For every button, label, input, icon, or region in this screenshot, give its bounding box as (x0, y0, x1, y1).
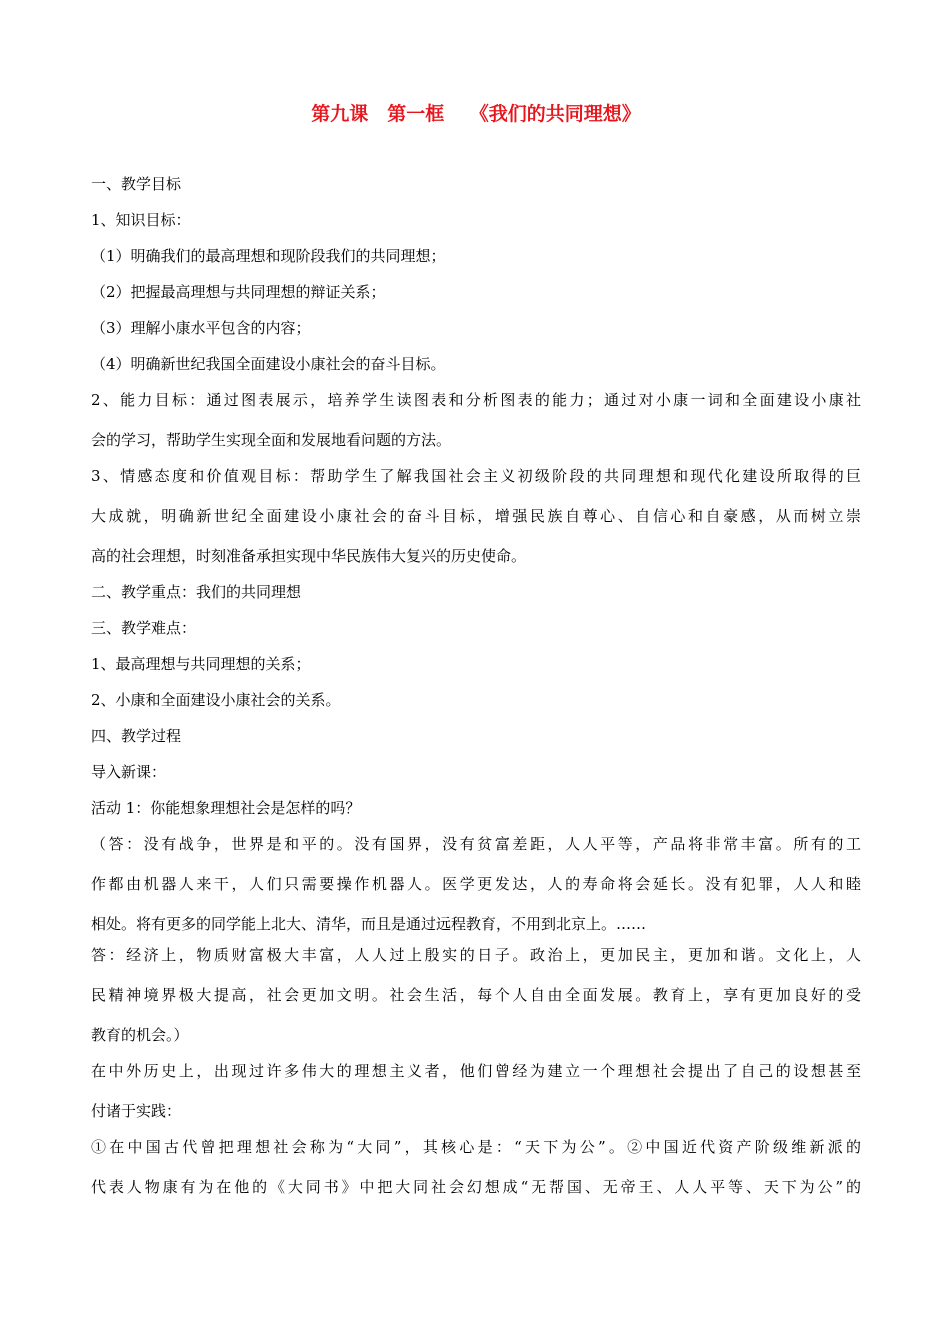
activity-question: 活动 1：你能想象理想社会是怎样的吗？ (91, 799, 361, 817)
knowledge-objective-item: （2）把握最高理想与共同理想的辩证关系； (91, 283, 386, 301)
ability-objective-line: 2、能力目标：通过图表展示，培养学生读图表和分析图表的能力；通过对小康一词和全面建设小康社 (91, 391, 861, 409)
section-heading-key-point: 二、教学重点：我们的共同理想 (91, 583, 302, 601)
answer-line: （答：没有战争，世界是和平的。没有国界，没有贫富差距，人人平等，产品将非常丰富。所有的工 (91, 835, 861, 853)
section-heading-process: 四、教学过程 (91, 727, 182, 745)
answer-line: 教育的机会。） (91, 1026, 189, 1044)
answer-line: 相处。将有更多的同学能上北大、清华，而且是通过远程教育，不用到北京上。…… (91, 915, 647, 933)
ability-objective-line: 会的学习，帮助学生实现全面和发展地看问题的方法。 (91, 431, 452, 449)
history-paragraph-line: 在中外历史上，出现过许多伟大的理想主义者，他们曾经为建立一个理想社会提出了自己的设想甚至 (91, 1062, 861, 1080)
history-paragraph-line: 代表人物康有为在他的《大同书》中把大同社会幻想成“无帮国、无帝王、人人平等、天下为公”的 (91, 1178, 861, 1196)
section-heading-difficulty: 三、教学难点： (91, 619, 197, 637)
attitude-objective-line: 3、情感态度和价值观目标：帮助学生了解我国社会主义初级阶段的共同理想和现代化建设所取得的巨 (91, 467, 861, 485)
answer-line: 作都由机器人来干，人们只需要操作机器人。医学更发达，人的寿命将会延长。没有犯罪，人人和睦 (91, 875, 861, 893)
intro-heading: 导入新课： (91, 763, 167, 781)
knowledge-objective-heading: 1、知识目标： (91, 211, 191, 229)
section-heading-objectives: 一、教学目标 (91, 175, 182, 193)
document-title: 第九课 第一框 《我们的共同理想》 (311, 103, 641, 125)
history-paragraph-line: 付诸于实践： (91, 1102, 182, 1120)
attitude-objective-line: 大成就，明确新世纪全面建设小康社会的奋斗目标，增强民族自尊心、自信心和自豪感，从而树立崇 (91, 507, 861, 525)
knowledge-objective-item: （4）明确新世纪我国全面建设小康社会的奋斗目标。 (91, 355, 446, 373)
knowledge-objective-item: （1）明确我们的最高理想和现阶段我们的共同理想； (91, 247, 446, 265)
answer-line: 民精神境界极大提高，社会更加文明。社会生活，每个人自由全面发展。教育上，享有更加良好的受 (91, 986, 861, 1004)
difficulty-item: 2、小康和全面建设小康社会的关系。 (91, 691, 341, 709)
document-body (91, 172, 861, 1211)
difficulty-item: 1、最高理想与共同理想的关系； (91, 655, 311, 673)
history-paragraph-line: ①在中国古代曾把理想社会称为“大同”，其核心是：“天下为公”。②中国近代资产阶级维新派的 (91, 1138, 861, 1156)
attitude-objective-line: 高的社会理想，时刻准备承担实现中华民族伟大复兴的历史使命。 (91, 547, 527, 565)
knowledge-objective-item: （3）理解小康水平包含的内容； (91, 319, 311, 337)
answer-line: 答：经济上，物质财富极大丰富，人人过上殷实的日子。政治上，更加民主，更加和谐。文化上，人 (91, 946, 861, 964)
